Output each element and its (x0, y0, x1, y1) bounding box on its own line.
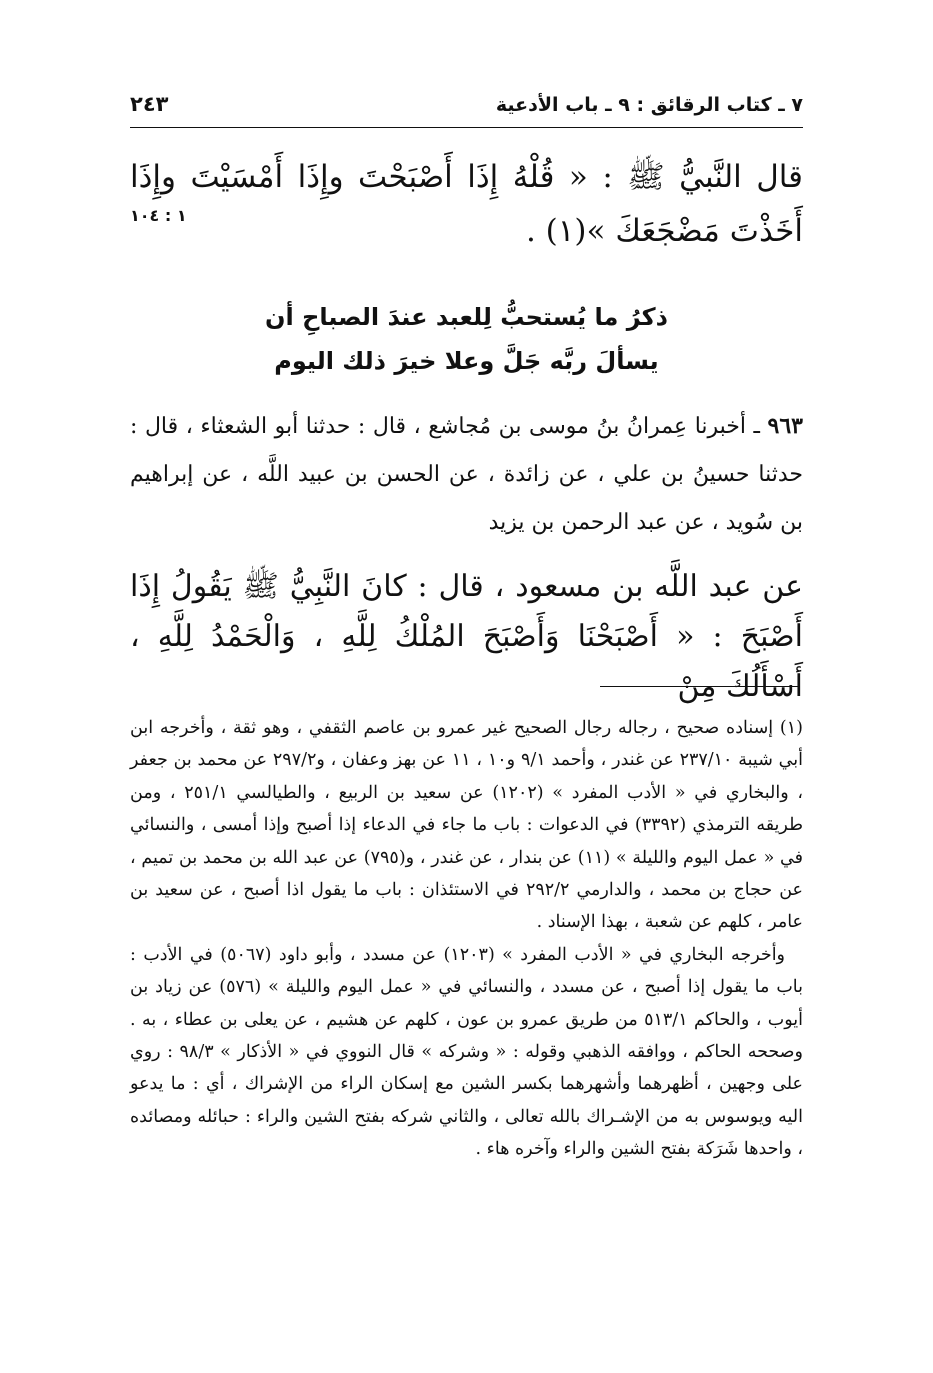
footnote-paragraph-2: وأخرجه البخاري في « الأدب المفرد » (١٢٠٣) عن مسدد ، وأبو داود (٥٠٦٧) في الأدب : باب ما يقول إذا أصبح ، عن مسدد ، والنسائي في « عمل اليوم والليلة » (٥٧٦) عن زياد بن أيوب ، والحاكم ٥١٣/١ من طريق عمرو بن عون ، كلهم عن هشيم ، عن يعلى بن عطاء ، به . وصححه الحاكم ، ووافقه الذهبي وقوله : « وشركه » قال النووي في « الأذكار » ٩٨/٣ : روي على وجهين ، أظهرهما وأشهرهما بكسر الشين مع إسكان الراء من الإشراك ، أي : ما يدعو اليه ويوسوس به من الإشـراك بالله تعالى ، والثاني شركه بفتح الشين والراء : حبائله ومصائده ، واحدها شَرَكة بفتح الشين والراء وآخره هاء . (130, 944, 803, 1160)
isnad-text: ـ أخبرنا عِمرانُ بنُ موسى بن مُجاشع ، قال : حدثنا أبو الشعثاء ، قال : حدثنا حسينُ بن علي ، عن زائدة ، عن الحسن بن عبيد اللَّه ، عن إبراهيم بن سُويد ، عن عبد الرحمن بن يزيد (130, 414, 803, 535)
hadith-isnad (130, 402, 803, 547)
previous-hadith-text: قال النَّبيُّ ﷺ : « قُلْهُ إِذَا أَصْبَحْتَ وإِذَا أَمْسَيْتَ وإِذَا أَخَذْتَ مَضْجَعَكَ »(١) . (130, 159, 803, 249)
section-heading-line-2: يسألَ ربَّه جَلَّ وعلا خيرَ ذلك اليوم (274, 347, 659, 375)
hadith-number: ٩٦٣ (767, 413, 803, 439)
running-header (130, 92, 803, 126)
hadith-matn: عن عبد اللَّه بن مسعود ، قال : كانَ النَّبِيُّ ﷺ يَقُولُ إِذَا أَصْبَحَ : « أَصْبَحْنَا وَأَصْبَحَ المُلْكُ لِلَّهِ ، وَالْحَمْدُ لِلَّهِ ، أَسْأَلُكَ مِنْ (130, 569, 803, 704)
cross-reference: ١ : ١٠٤ (130, 206, 187, 225)
footnote-divider (600, 686, 800, 687)
footnotes (130, 712, 803, 1166)
footnote-paragraph-1: (١) إسناده صحيح ، رجاله رجال الصحيح غير عمرو بن عاصم الثقفي ، وهو ثقة ، وأخرجه ابن أبي شيبة ٢٣٧/١٠ عن غندر ، وأحمد ٩/١ و١٠ ، ١١ عن بهز وعفان ، و٢٩٧/٢ عن محمد بن جعفر ، والبخاري في « الأدب المفرد » (١٢٠٢) عن سعيد بن الربيع ، والطيالسي ٢٥١/١ ، ومن طريقه الترمذي (٣٣٩٢) في الدعوات : باب ما جاء في الدعاء إذا أصبح وإذا أمسى ، والنسائي في « عمل اليوم والليلة » (١١) عن بندار ، عن غندر ، و(٧٩٥) عن عبد الله بن محمد بن تميم ، عن حجاج بن محمد ، والدارمي ٢٩٢/٢ في الاستئذان : باب ما يقول اذا أصبح ، عن سعيد بن عامر ، كلهم عن شعبة ، بهذا الإسناد . (130, 718, 804, 933)
header-divider (130, 127, 803, 128)
section-heading (130, 295, 803, 383)
section-heading-line-1: ذكرُ ما يُستحبُّ لِلعبد عندَ الصباحِ أن (265, 303, 668, 331)
page-number: ٢٤٣ (130, 92, 169, 116)
chapter-title: ٧ ـ كتاب الرقائق : ٩ ـ باب الأدعية (495, 94, 803, 116)
